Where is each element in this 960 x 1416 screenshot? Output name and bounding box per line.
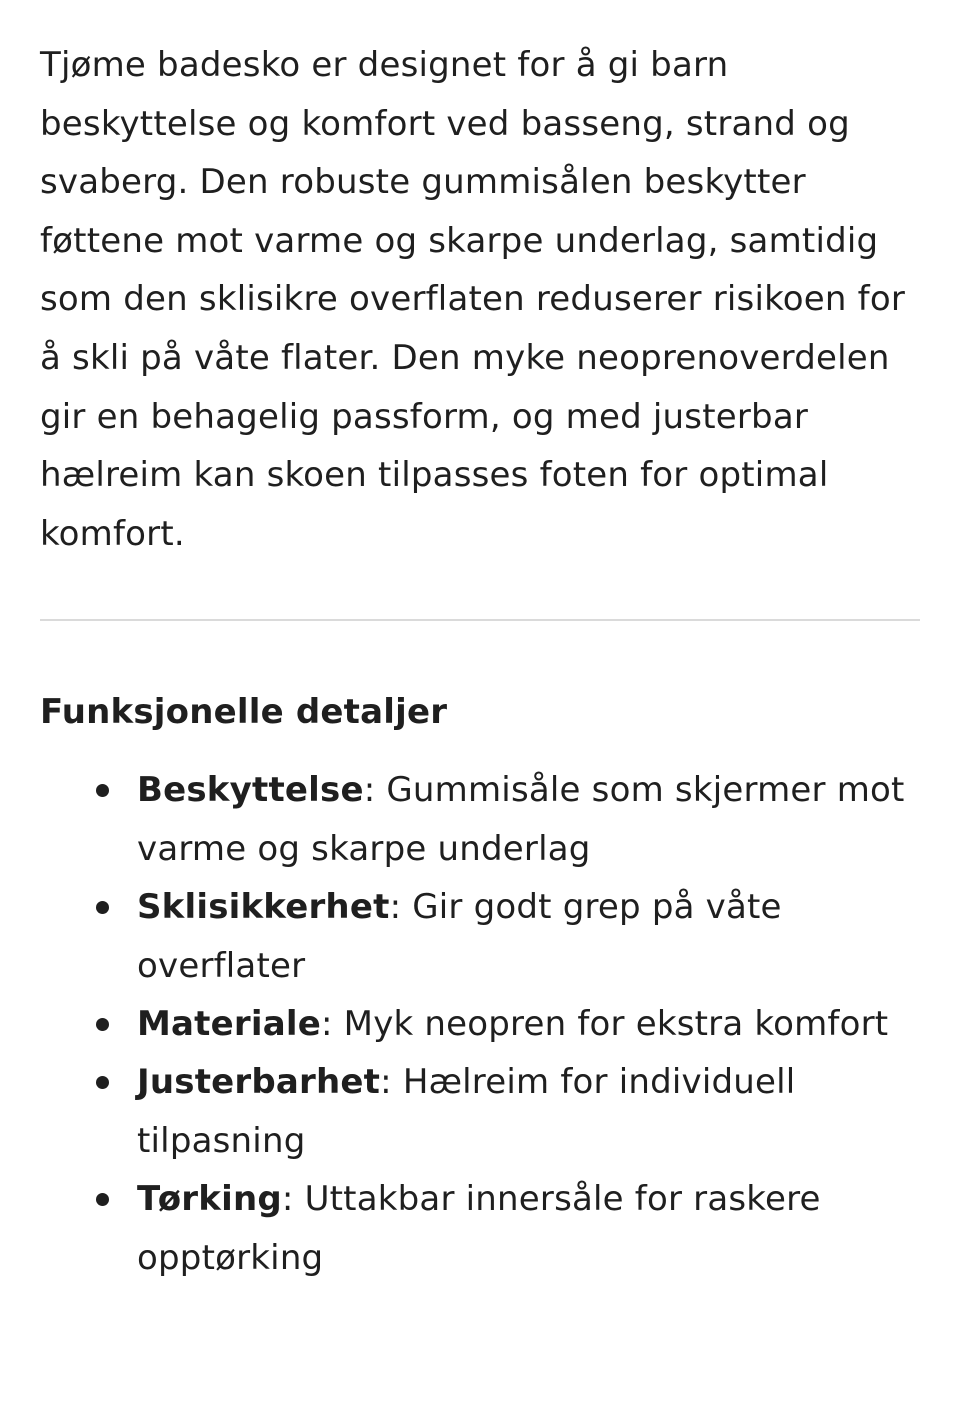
bullet-icon	[96, 1018, 109, 1031]
feature-separator: :	[281, 1179, 305, 1220]
feature-term: Tørking	[137, 1179, 282, 1220]
list-item	[40, 995, 930, 1053]
list-item	[40, 1053, 930, 1170]
feature-term: Beskyttelse	[137, 770, 364, 811]
feature-separator: :	[389, 887, 413, 928]
section-divider	[40, 619, 920, 621]
feature-term: Justerbarhet	[137, 1062, 381, 1103]
feature-text: Uttakbar innersåle for raskere opptørking	[137, 1179, 821, 1278]
feature-separator: :	[380, 1062, 403, 1103]
feature-term: Sklisikkerhet	[137, 887, 390, 928]
feature-text: Hælreim for individuell tilpasning	[137, 1062, 796, 1161]
product-description: Tjøme badesko er designet for å gi barn beskyttelse og komfort ved basseng, strand og svaberg. Den robuste gummisålen beskytter føttene mot varme og skarpe underlag, samtidig som den sklisikre overflaten reduserer risikoen for å skli på våte flater. Den myke neoprenoverdelen gir en behagelig passform, og med justerbar hælreim kan skoen tilpasses foten for optimal komfort.	[40, 45, 906, 554]
feature-separator: :	[363, 770, 387, 811]
features-heading: Funksjonelle detaljer	[40, 692, 448, 733]
feature-text: Gummisåle som skjermer mot varme og skarpe underlag	[137, 770, 905, 869]
list-item	[40, 878, 930, 995]
feature-separator: :	[320, 1003, 344, 1044]
bullet-icon	[96, 901, 109, 914]
features-list	[40, 761, 930, 1287]
list-item	[40, 761, 930, 878]
feature-term: Materiale	[137, 1003, 321, 1044]
bullet-icon	[96, 784, 109, 797]
list-item	[40, 1170, 930, 1287]
feature-text: Myk neopren for ekstra komfort	[343, 1003, 889, 1044]
bullet-icon	[96, 1076, 109, 1089]
feature-text: Gir godt grep på våte overflater	[137, 887, 782, 986]
bullet-icon	[96, 1193, 109, 1206]
product-details	[40, 36, 930, 1287]
